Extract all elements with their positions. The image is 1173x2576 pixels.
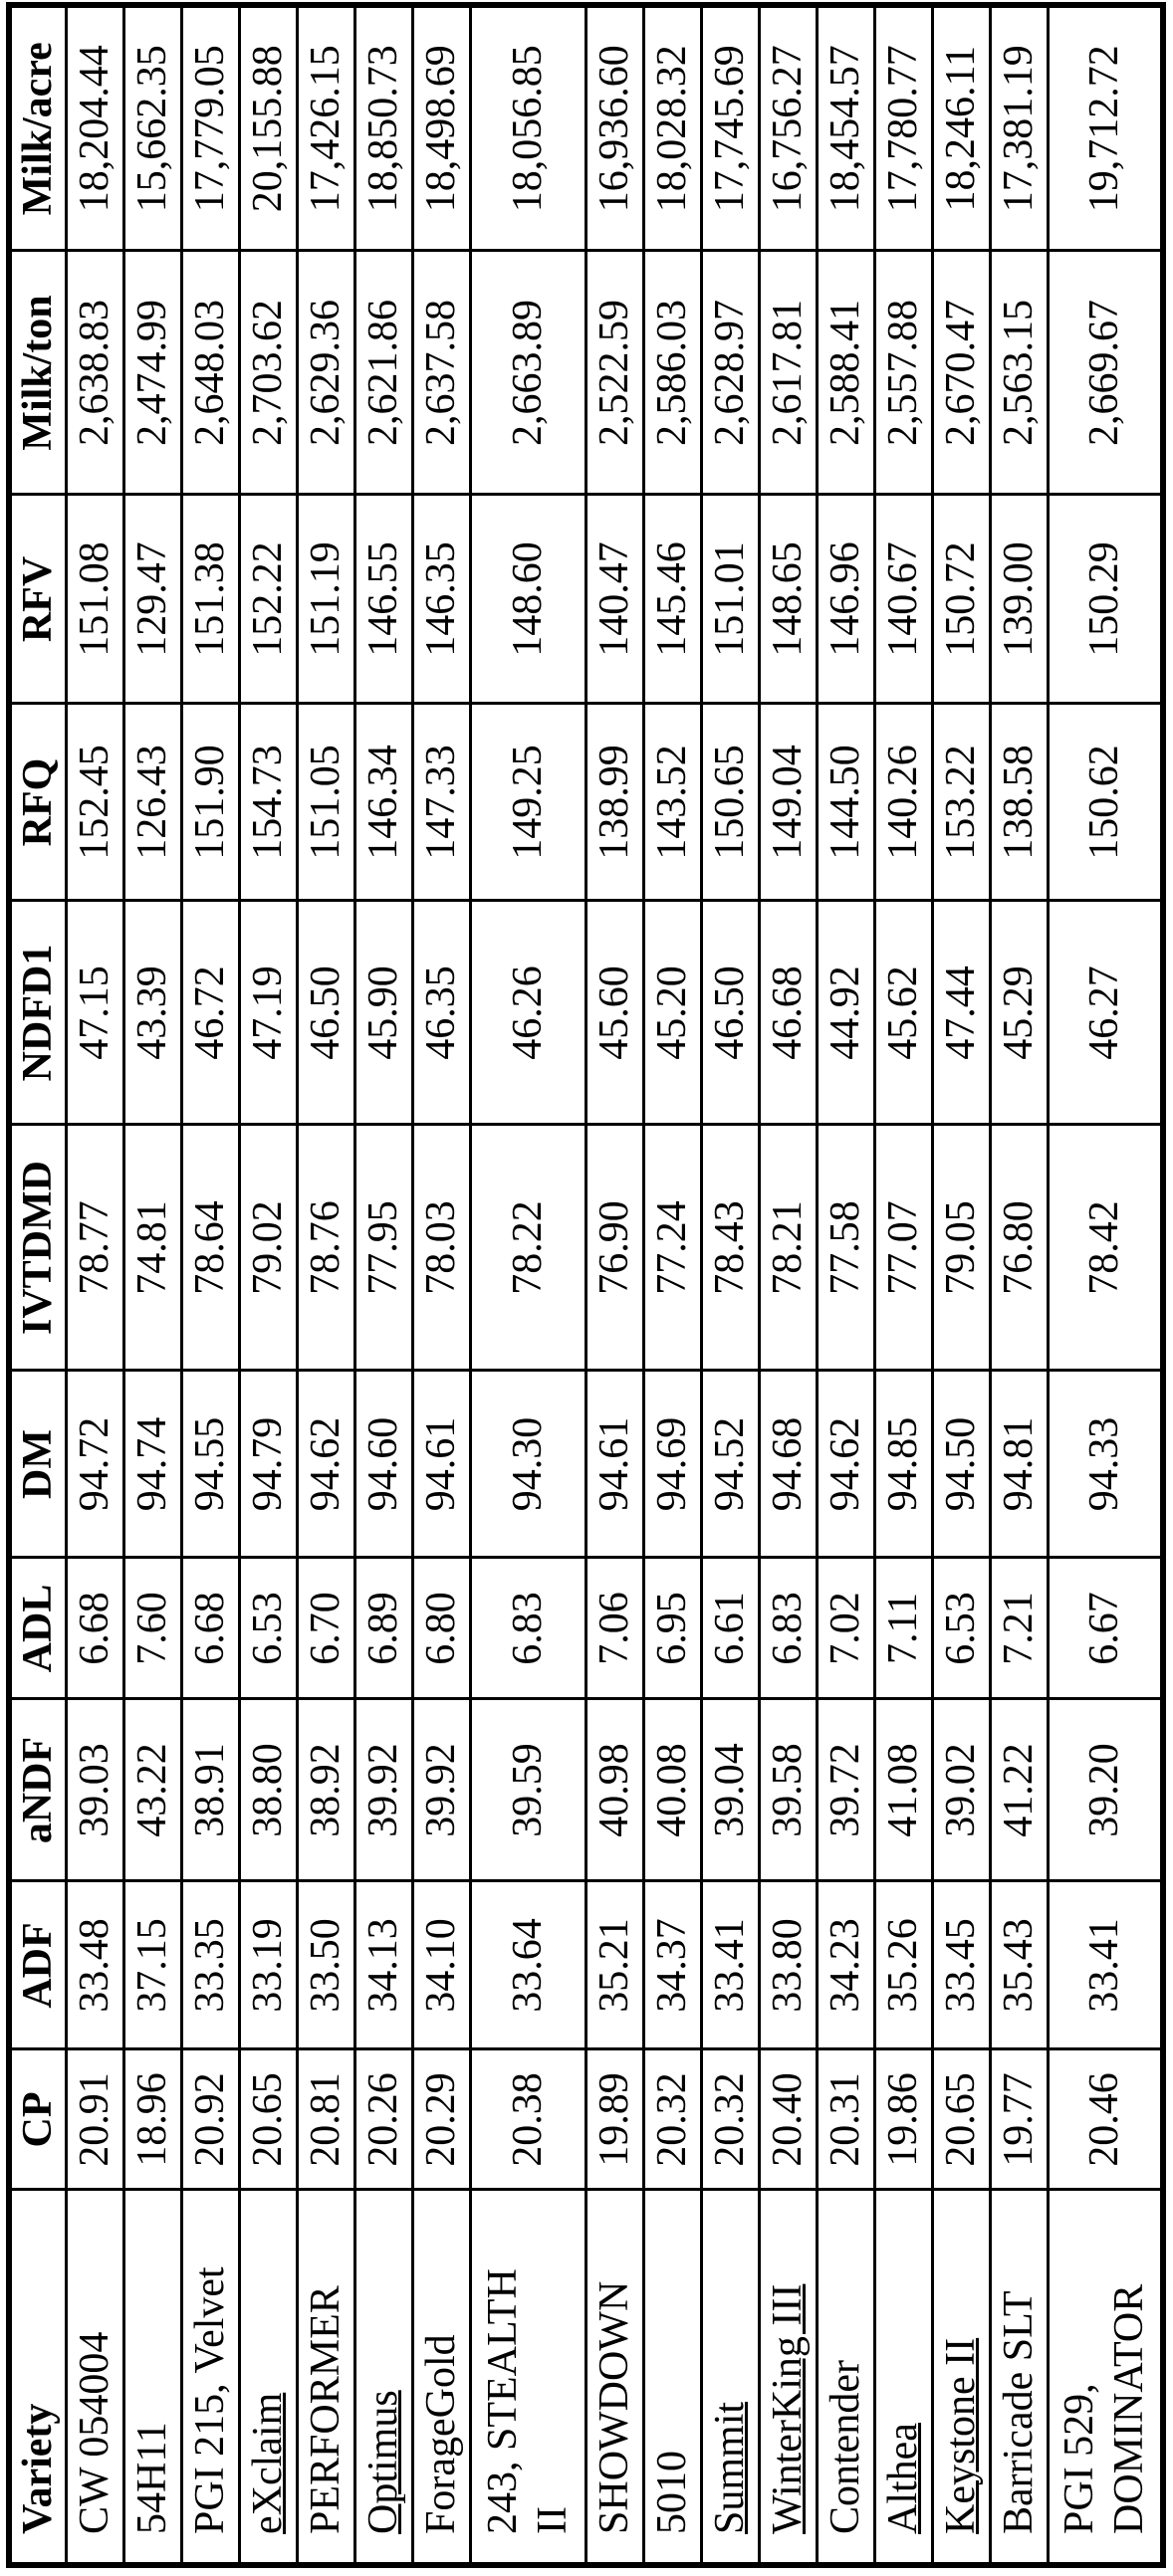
value-cell: 79.02 [239,1125,297,1371]
value-cell: 94.79 [239,1371,297,1558]
variety-cell: eXclaim [239,2190,297,2565]
value-cell: 2,563.15 [990,251,1048,495]
variety-cell: WinterKing III [759,2190,817,2565]
value-cell: 7.06 [586,1558,643,1699]
value-cell: 146.34 [354,704,412,901]
value-cell: 39.03 [66,1699,123,1881]
value-cell: 20.31 [817,2049,874,2190]
variety-cell: Althea [874,2190,932,2565]
value-cell: 2,663.89 [470,251,586,495]
variety-cell: 243, STEALTH II [470,2190,586,2565]
value-cell: 47.19 [239,901,297,1125]
column-header: IVTDMD [9,1125,66,1371]
value-cell: 17,426.15 [297,5,354,251]
value-cell: 94.74 [123,1371,181,1558]
column-header: ADF [9,1881,66,2049]
variety-cell: SHOWDOWN [586,2190,643,2565]
value-cell: 19,712.72 [1048,5,1163,251]
variety-cell: 5010 [643,2190,701,2565]
value-cell: 15,662.35 [123,5,181,251]
value-cell: 94.30 [470,1371,586,1558]
value-cell: 94.61 [586,1371,643,1558]
value-cell: 40.98 [586,1699,643,1881]
value-cell: 94.62 [817,1371,874,1558]
rotated-table-container [6,2,1166,2568]
value-cell: 6.83 [470,1558,586,1699]
value-cell: 145.46 [643,495,701,704]
value-cell: 2,522.59 [586,251,643,495]
value-cell: 20.46 [1048,2049,1163,2190]
value-cell: 2,586.03 [643,251,701,495]
value-cell: 79.05 [932,1125,990,1371]
value-cell: 6.53 [239,1558,297,1699]
value-cell: 45.62 [874,901,932,1125]
table-row [181,5,239,2565]
value-cell: 18,246.11 [932,5,990,251]
value-cell: 150.62 [1048,704,1163,901]
value-cell: 146.35 [412,495,470,704]
value-cell: 6.67 [1048,1558,1163,1699]
value-cell: 41.22 [990,1699,1048,1881]
value-cell: 35.21 [586,1881,643,2049]
value-cell: 76.90 [586,1125,643,1371]
value-cell: 33.80 [759,1881,817,2049]
value-cell: 45.29 [990,901,1048,1125]
value-cell: 78.42 [1048,1125,1163,1371]
table-row [66,5,123,2565]
value-cell: 94.60 [354,1371,412,1558]
value-cell: 39.59 [470,1699,586,1881]
value-cell: 77.95 [354,1125,412,1371]
value-cell: 2,637.58 [412,251,470,495]
value-cell: 147.33 [412,704,470,901]
value-cell: 140.26 [874,704,932,901]
value-cell: 33.19 [239,1881,297,2049]
table-row [297,5,354,2565]
value-cell: 2,648.03 [181,251,239,495]
variety-cell: Summit [701,2190,759,2565]
variety-cell: PGI 215, Velvet [181,2190,239,2565]
value-cell: 17,780.77 [874,5,932,251]
value-cell: 138.58 [990,704,1048,901]
value-cell: 6.70 [297,1558,354,1699]
value-cell: 34.37 [643,1881,701,2049]
variety-cell: Contender [817,2190,874,2565]
value-cell: 18,056.85 [470,5,586,251]
column-header: DM [9,1371,66,1558]
value-cell: 45.20 [643,901,701,1125]
value-cell: 39.20 [1048,1699,1163,1881]
value-cell: 94.81 [990,1371,1048,1558]
value-cell: 34.23 [817,1881,874,2049]
value-cell: 41.08 [874,1699,932,1881]
value-cell: 150.65 [701,704,759,901]
value-cell: 78.21 [759,1125,817,1371]
value-cell: 77.07 [874,1125,932,1371]
value-cell: 154.73 [239,704,297,901]
value-cell: 7.21 [990,1558,1048,1699]
value-cell: 94.52 [701,1371,759,1558]
value-cell: 138.99 [586,704,643,901]
value-cell: 34.10 [412,1881,470,2049]
value-cell: 39.02 [932,1699,990,1881]
value-cell: 18,498.69 [412,5,470,251]
value-cell: 7.11 [874,1558,932,1699]
value-cell: 94.61 [412,1371,470,1558]
table-row [643,5,701,2565]
value-cell: 16,936.60 [586,5,643,251]
column-header: RFV [9,495,66,704]
value-cell: 153.22 [932,704,990,901]
value-cell: 44.92 [817,901,874,1125]
value-cell: 19.89 [586,2049,643,2190]
value-cell: 20.81 [297,2049,354,2190]
table-row [759,5,817,2565]
value-cell: 94.50 [932,1371,990,1558]
table-row [123,5,181,2565]
value-cell: 39.72 [817,1699,874,1881]
value-cell: 33.48 [66,1881,123,2049]
value-cell: 46.68 [759,901,817,1125]
value-cell: 20,155.88 [239,5,297,251]
value-cell: 94.62 [297,1371,354,1558]
table-row [701,5,759,2565]
variety-cell: Keystone II [932,2190,990,2565]
value-cell: 78.77 [66,1125,123,1371]
table-row [586,5,643,2565]
value-cell: 6.53 [932,1558,990,1699]
value-cell: 2,474.99 [123,251,181,495]
variety-column-header: Variety [9,2190,66,2565]
value-cell: 150.29 [1048,495,1163,704]
value-cell: 40.08 [643,1699,701,1881]
value-cell: 2,629.36 [297,251,354,495]
value-cell: 47.15 [66,901,123,1125]
value-cell: 2,669.67 [1048,251,1163,495]
value-cell: 43.39 [123,901,181,1125]
value-cell: 152.45 [66,704,123,901]
value-cell: 152.22 [239,495,297,704]
value-cell: 94.85 [874,1371,932,1558]
value-cell: 33.50 [297,1881,354,2049]
variety-cell: CW 054004 [66,2190,123,2565]
value-cell: 151.05 [297,704,354,901]
value-cell: 46.50 [701,901,759,1125]
value-cell: 140.67 [874,495,932,704]
value-cell: 46.72 [181,901,239,1125]
value-cell: 2,670.47 [932,251,990,495]
column-header: NDFD1 [9,901,66,1125]
value-cell: 33.64 [470,1881,586,2049]
value-cell: 6.89 [354,1558,412,1699]
value-cell: 144.50 [817,704,874,901]
value-cell: 151.90 [181,704,239,901]
value-cell: 46.50 [297,901,354,1125]
value-cell: 146.96 [817,495,874,704]
value-cell: 149.04 [759,704,817,901]
value-cell: 20.65 [239,2049,297,2190]
value-cell: 19.86 [874,2049,932,2190]
value-cell: 151.01 [701,495,759,704]
value-cell: 139.00 [990,495,1048,704]
variety-cell: Barricade SLT [990,2190,1048,2565]
value-cell: 46.35 [412,901,470,1125]
value-cell: 94.68 [759,1371,817,1558]
value-cell: 151.38 [181,495,239,704]
value-cell: 2,628.97 [701,251,759,495]
header-row [9,5,66,2565]
value-cell: 146.55 [354,495,412,704]
table-row [817,5,874,2565]
table-row [990,5,1048,2565]
variety-cell: 54H11 [123,2190,181,2565]
value-cell: 7.60 [123,1558,181,1699]
value-cell: 17,381.19 [990,5,1048,251]
value-cell: 77.24 [643,1125,701,1371]
value-cell: 78.43 [701,1125,759,1371]
value-cell: 78.64 [181,1125,239,1371]
value-cell: 151.19 [297,495,354,704]
value-cell: 20.38 [470,2049,586,2190]
value-cell: 129.47 [123,495,181,704]
value-cell: 20.26 [354,2049,412,2190]
value-cell: 39.58 [759,1699,817,1881]
table-row [412,5,470,2565]
table-row [354,5,412,2565]
table-row [874,5,932,2565]
value-cell: 33.41 [701,1881,759,2049]
value-cell: 33.45 [932,1881,990,2049]
table-row [1048,5,1163,2565]
value-cell: 2,617.81 [759,251,817,495]
value-cell: 74.81 [123,1125,181,1371]
value-cell: 16,756.27 [759,5,817,251]
column-header: Milk/acre [9,5,66,251]
value-cell: 18,204.44 [66,5,123,251]
value-cell: 39.92 [412,1699,470,1881]
value-cell: 19.77 [990,2049,1048,2190]
table-row [470,5,586,2565]
value-cell: 77.58 [817,1125,874,1371]
value-cell: 2,557.88 [874,251,932,495]
value-cell: 46.26 [470,901,586,1125]
column-header: ADL [9,1558,66,1699]
value-cell: 6.95 [643,1558,701,1699]
value-cell: 20.29 [412,2049,470,2190]
value-cell: 47.44 [932,901,990,1125]
value-cell: 126.43 [123,704,181,901]
value-cell: 6.83 [759,1558,817,1699]
table-row [932,5,990,2565]
value-cell: 2,588.41 [817,251,874,495]
value-cell: 45.90 [354,901,412,1125]
value-cell: 20.92 [181,2049,239,2190]
value-cell: 45.60 [586,901,643,1125]
value-cell: 17,779.05 [181,5,239,251]
value-cell: 94.69 [643,1371,701,1558]
column-header: CP [9,2049,66,2190]
value-cell: 2,703.62 [239,251,297,495]
value-cell: 148.65 [759,495,817,704]
value-cell: 20.91 [66,2049,123,2190]
value-cell: 2,638.83 [66,251,123,495]
value-cell: 20.32 [701,2049,759,2190]
value-cell: 18,454.57 [817,5,874,251]
value-cell: 46.27 [1048,901,1163,1125]
variety-cell: PGI 529, DOMINATOR [1048,2190,1163,2565]
value-cell: 6.68 [66,1558,123,1699]
value-cell: 20.40 [759,2049,817,2190]
value-cell: 76.80 [990,1125,1048,1371]
value-cell: 148.60 [470,495,586,704]
value-cell: 149.25 [470,704,586,901]
value-cell: 33.41 [1048,1881,1163,2049]
value-cell: 38.92 [297,1699,354,1881]
column-header: aNDF [9,1699,66,1881]
value-cell: 6.68 [181,1558,239,1699]
value-cell: 150.72 [932,495,990,704]
table-body [66,5,1163,2565]
value-cell: 94.33 [1048,1371,1163,1558]
table-row [239,5,297,2565]
value-cell: 38.91 [181,1699,239,1881]
value-cell: 94.55 [181,1371,239,1558]
variety-cell: ForageGold [412,2190,470,2565]
value-cell: 39.04 [701,1699,759,1881]
value-cell: 18,028.32 [643,5,701,251]
column-header: RFQ [9,704,66,901]
value-cell: 78.22 [470,1125,586,1371]
value-cell: 94.72 [66,1371,123,1558]
value-cell: 43.22 [123,1699,181,1881]
value-cell: 78.03 [412,1125,470,1371]
value-cell: 34.13 [354,1881,412,2049]
value-cell: 143.52 [643,704,701,901]
variety-cell: PERFORMER [297,2190,354,2565]
value-cell: 37.15 [123,1881,181,2049]
column-header: Milk/ton [9,251,66,495]
variety-quality-table [6,2,1166,2568]
value-cell: 20.32 [643,2049,701,2190]
value-cell: 33.35 [181,1881,239,2049]
value-cell: 38.80 [239,1699,297,1881]
value-cell: 140.47 [586,495,643,704]
value-cell: 17,745.69 [701,5,759,251]
value-cell: 39.92 [354,1699,412,1881]
value-cell: 18.96 [123,2049,181,2190]
value-cell: 35.43 [990,1881,1048,2049]
value-cell: 18,850.73 [354,5,412,251]
value-cell: 151.08 [66,495,123,704]
value-cell: 6.80 [412,1558,470,1699]
value-cell: 78.76 [297,1125,354,1371]
value-cell: 35.26 [874,1881,932,2049]
variety-cell: Optimus [354,2190,412,2565]
value-cell: 7.02 [817,1558,874,1699]
value-cell: 20.65 [932,2049,990,2190]
value-cell: 2,621.86 [354,251,412,495]
value-cell: 6.61 [701,1558,759,1699]
